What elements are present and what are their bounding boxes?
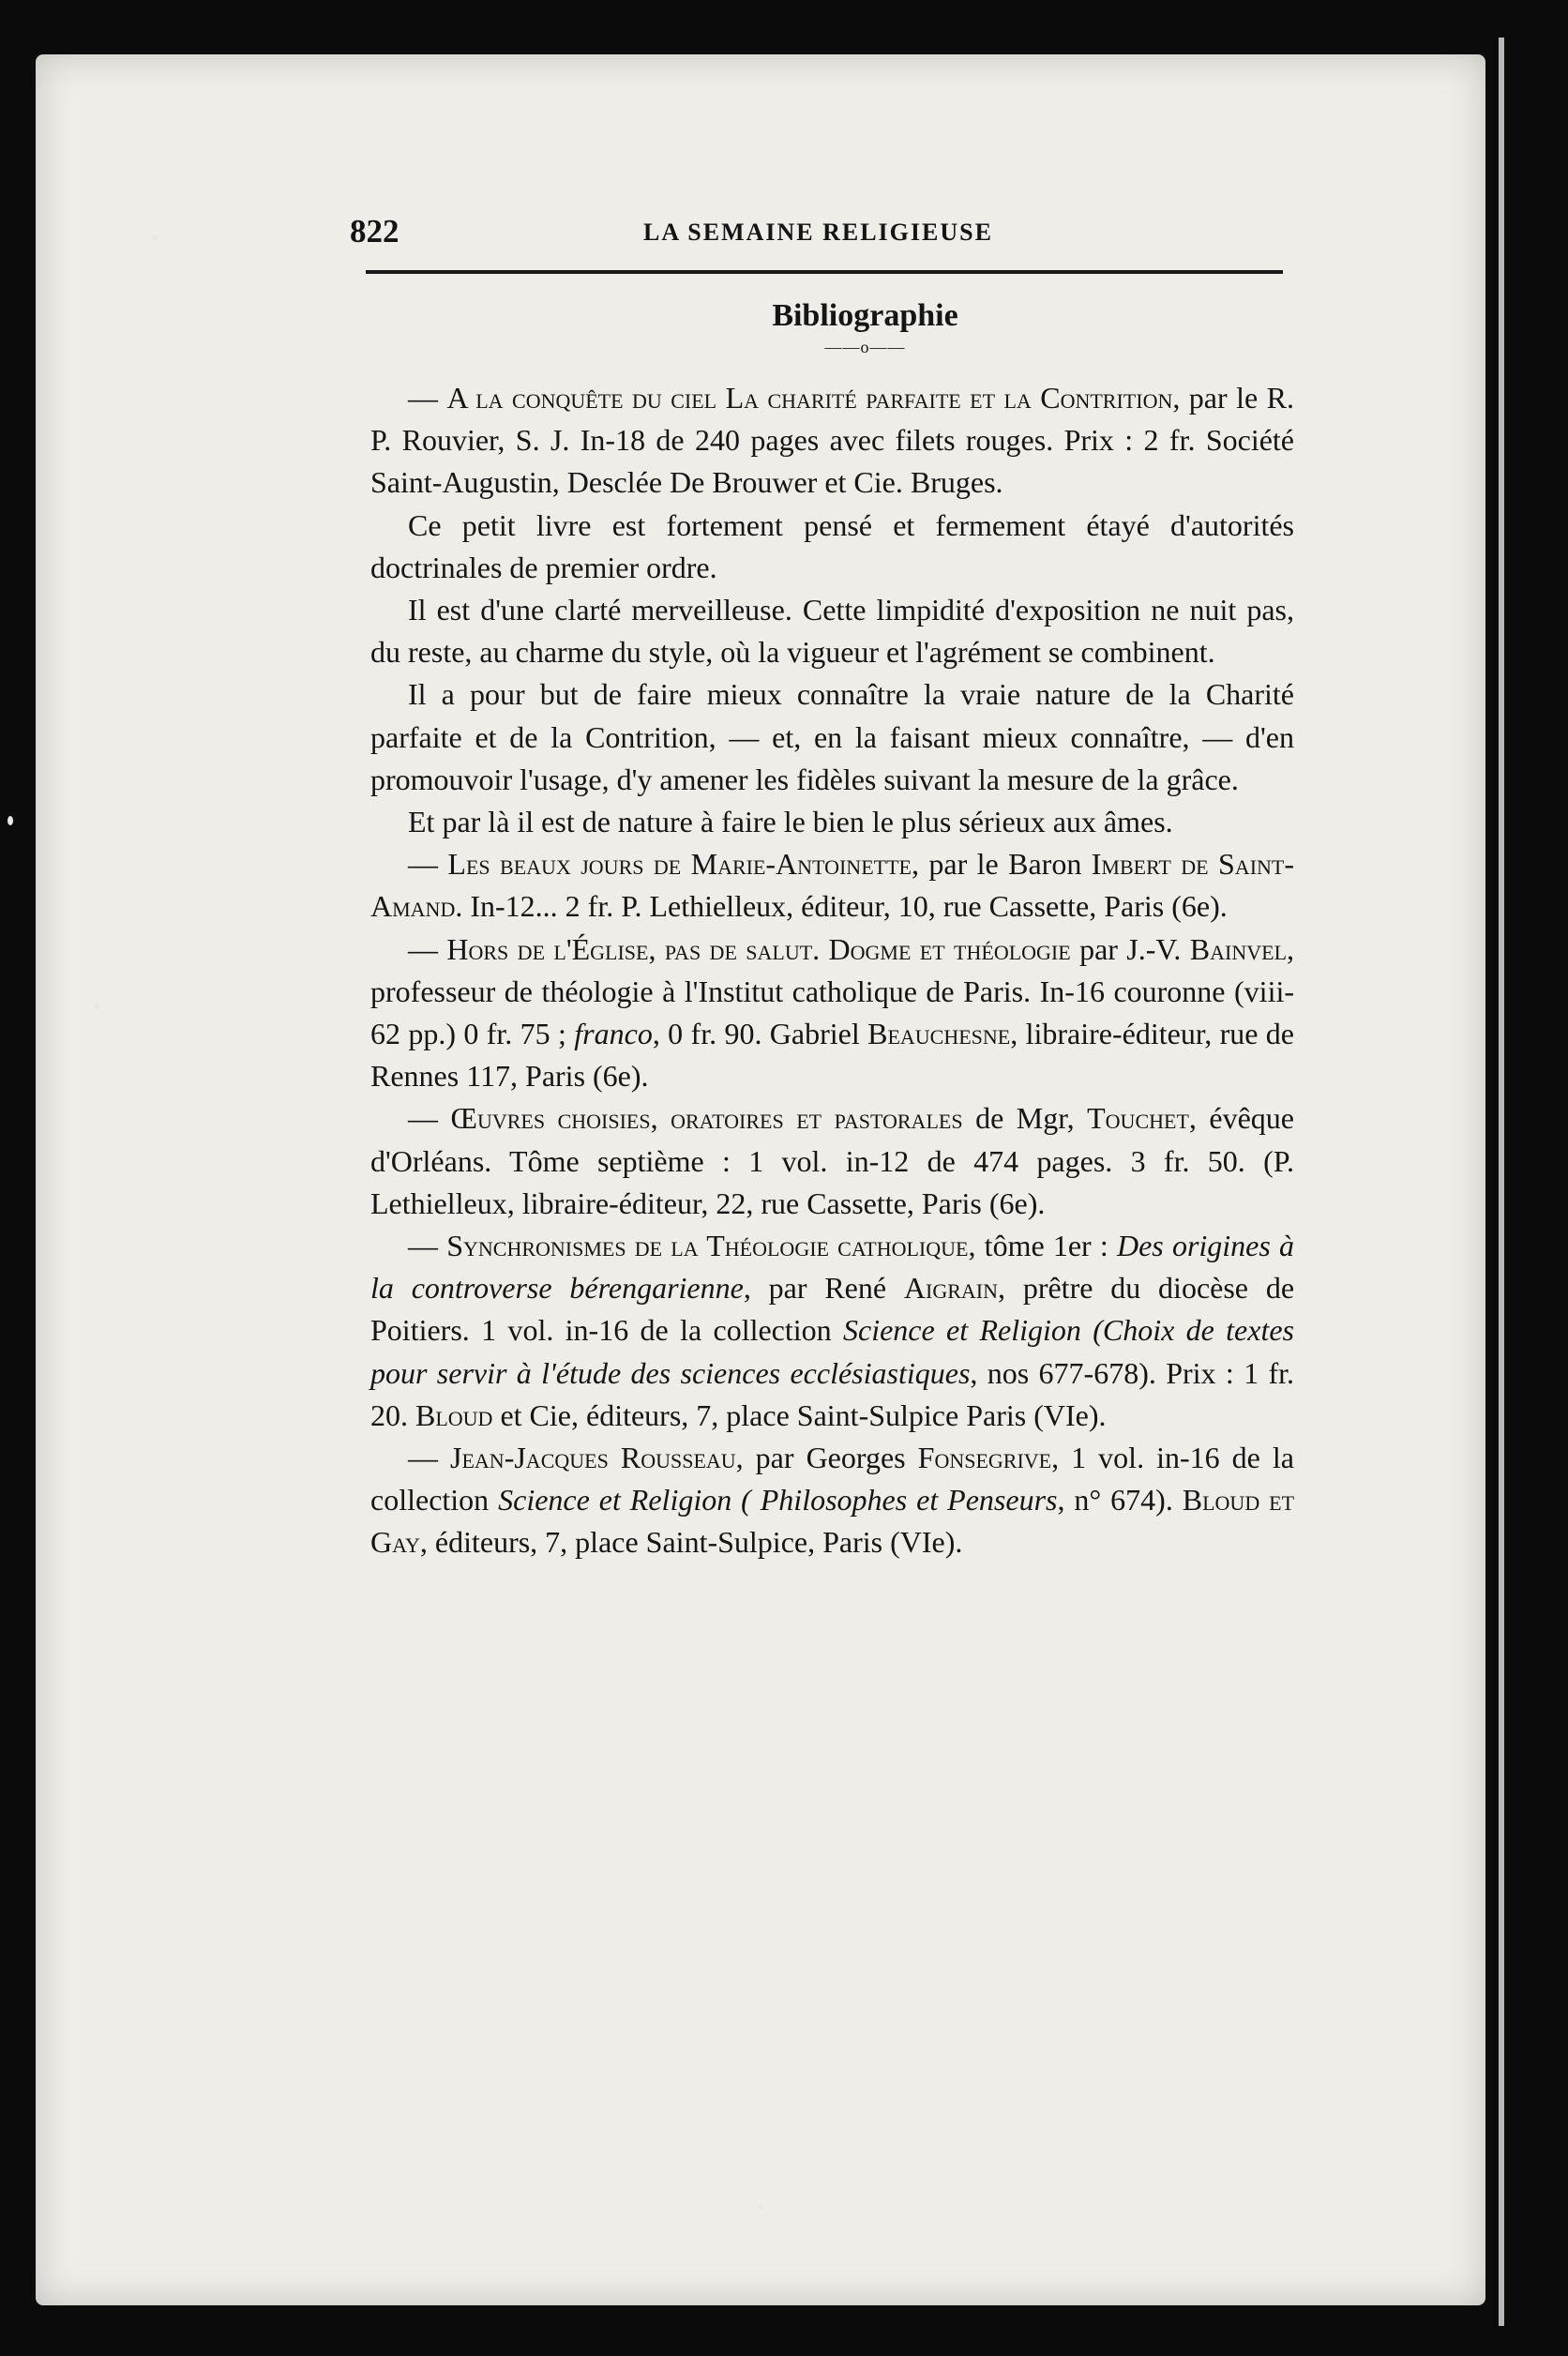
entry-title: Œuvres choisies, oratoires et pastorales bbox=[450, 1101, 963, 1136]
section-separator: ——o—— bbox=[824, 338, 906, 356]
entry-publisher: Bloud bbox=[415, 1397, 493, 1432]
entry-details: par J.-V. bbox=[1070, 931, 1190, 966]
scan-speck bbox=[94, 1004, 99, 1009]
entry-title: Synchronismes de la Théologie catholique bbox=[446, 1229, 969, 1263]
entry-details: , tôme 1er : bbox=[968, 1229, 1117, 1263]
header-rule bbox=[366, 270, 1283, 274]
entry-publisher: Bloud et Gay bbox=[370, 1483, 1295, 1560]
entry-title: Jean-Jacques Rousseau bbox=[450, 1441, 736, 1475]
entry-details: , par le R. P. Rouvier, S. J. In-18 de 240 pages avec filets rouges. Prix : 2 fr. Société Saint-Augustin, Desclée De Brouwer et Cie. Bruges. bbox=[370, 381, 1295, 500]
entry-dash: — bbox=[408, 381, 447, 415]
entry-details: , n° 674). bbox=[1057, 1483, 1183, 1518]
bibliography-entry bbox=[370, 377, 1294, 505]
entry-title: Les beaux jours de Marie-Antoinette bbox=[447, 847, 912, 882]
bibliography-entry bbox=[370, 929, 1294, 1098]
running-title: LA SEMAINE RELIGIEUSE bbox=[643, 219, 993, 246]
entry-dash: — bbox=[408, 1229, 447, 1263]
review-paragraph: Et par là il est de nature à faire le bien le plus sérieux aux âmes. bbox=[408, 805, 1173, 839]
entry-details: et Cie, éditeurs, 7, place Saint-Sulpice Paris (VIe). bbox=[492, 1397, 1107, 1432]
entry-italic: franco bbox=[574, 1017, 653, 1051]
bibliography-entry bbox=[370, 843, 1294, 928]
adjacent-page-edge bbox=[1499, 38, 1504, 2326]
entry-details: , professeur de théologie à l'Institut catholique de Paris. In-16 couronne (viii-62 pp.) 0 fr. 75 ; bbox=[370, 931, 1295, 1051]
entry-details: , éditeurs, 7, place Saint-Sulpice, Paris (VIe). bbox=[419, 1525, 963, 1560]
entry-title: A la conquête du ciel La charité parfaite et la Contrition bbox=[446, 381, 1173, 415]
review-paragraph: Il est d'une clarté merveilleuse. Cette limpidité d'exposition ne nuit pas, du reste, au charme du style, où la vigueur et l'agrément se combinent. bbox=[370, 593, 1294, 670]
entry-details: , prêtre du diocèse de Poitiers. 1 vol. in-16 de la collection bbox=[370, 1271, 1295, 1348]
entry-dash: — bbox=[408, 931, 447, 966]
bibliography-section bbox=[370, 293, 1294, 1564]
entry-details: , évêque d'Orléans. Tôme septième : 1 vol. in-12 de 474 pages. 3 fr. 50. (P. Lethielleux, libraire-éditeur, 22, rue Cassette, Paris (6e). bbox=[370, 1101, 1295, 1220]
entry-italic: Science et Religion ( Philosophes et Penseurs bbox=[498, 1483, 1058, 1518]
entry-details: , 1 vol. in-16 de la collection bbox=[370, 1441, 1295, 1518]
review-paragraph: Il a pour but de faire mieux connaître la vraie nature de la Charité parfaite et de la Contrition, — et, en la faisant mieux connaître, — d'en promouvoir l'usage, d'y amener les fidèles suivant la mesure de la grâce. bbox=[370, 677, 1294, 796]
entry-details: , par le Baron bbox=[911, 847, 1092, 882]
entry-details: de Mgr, bbox=[962, 1101, 1088, 1136]
entry-details: , par Georges bbox=[735, 1441, 918, 1475]
bibliography-entry bbox=[370, 1225, 1294, 1437]
entry-dash: — bbox=[408, 847, 448, 882]
entry-italic: Science et Religion (Choix de textes pour servir à l'étude des sciences ecclésiastiques bbox=[370, 1313, 1295, 1390]
scan-speck bbox=[8, 816, 13, 825]
page-number: 822 bbox=[350, 213, 400, 249]
entry-dash: — bbox=[408, 1101, 451, 1136]
entry-details: , nos 677-678). Prix : 1 fr. 20. bbox=[370, 1355, 1295, 1432]
entry-title: Hors de l'Église, pas de salut. Dogme et théologie bbox=[446, 931, 1071, 966]
review-paragraph: Ce petit livre est fortement pensé et fermement étayé d'autorités doctrinales de premier ordre. bbox=[370, 507, 1294, 584]
entry-author: Bainvel bbox=[1189, 931, 1288, 966]
bibliography-entry bbox=[370, 1097, 1294, 1225]
entry-dash: — bbox=[408, 1441, 451, 1475]
entry-details: , libraire-éditeur, rue de Rennes 117, Paris (6e). bbox=[370, 1017, 1295, 1094]
scan-speck bbox=[758, 2204, 763, 2210]
entry-author: Imbert de Saint-Amand bbox=[370, 847, 1295, 924]
entry-author: Fonsegrive bbox=[917, 1441, 1052, 1475]
section-title: Bibliographie bbox=[772, 298, 958, 333]
entry-italic: Des origines à la controverse bérengarienne bbox=[370, 1229, 1295, 1306]
entry-details: . In-12... 2 fr. P. Lethielleux, éditeur, 10, rue Cassette, Paris (6e). bbox=[455, 889, 1228, 924]
entry-details: , par René bbox=[743, 1271, 904, 1306]
bibliography-entry bbox=[370, 1437, 1294, 1564]
entry-author: Touchet bbox=[1087, 1101, 1189, 1136]
page-header bbox=[314, 211, 1285, 267]
entry-author: Aigrain bbox=[903, 1271, 998, 1306]
entry-publisher: Beauchesne bbox=[867, 1017, 1011, 1051]
entry-details: , 0 fr. 90. Gabriel bbox=[652, 1017, 868, 1051]
scan-speck bbox=[152, 234, 158, 240]
